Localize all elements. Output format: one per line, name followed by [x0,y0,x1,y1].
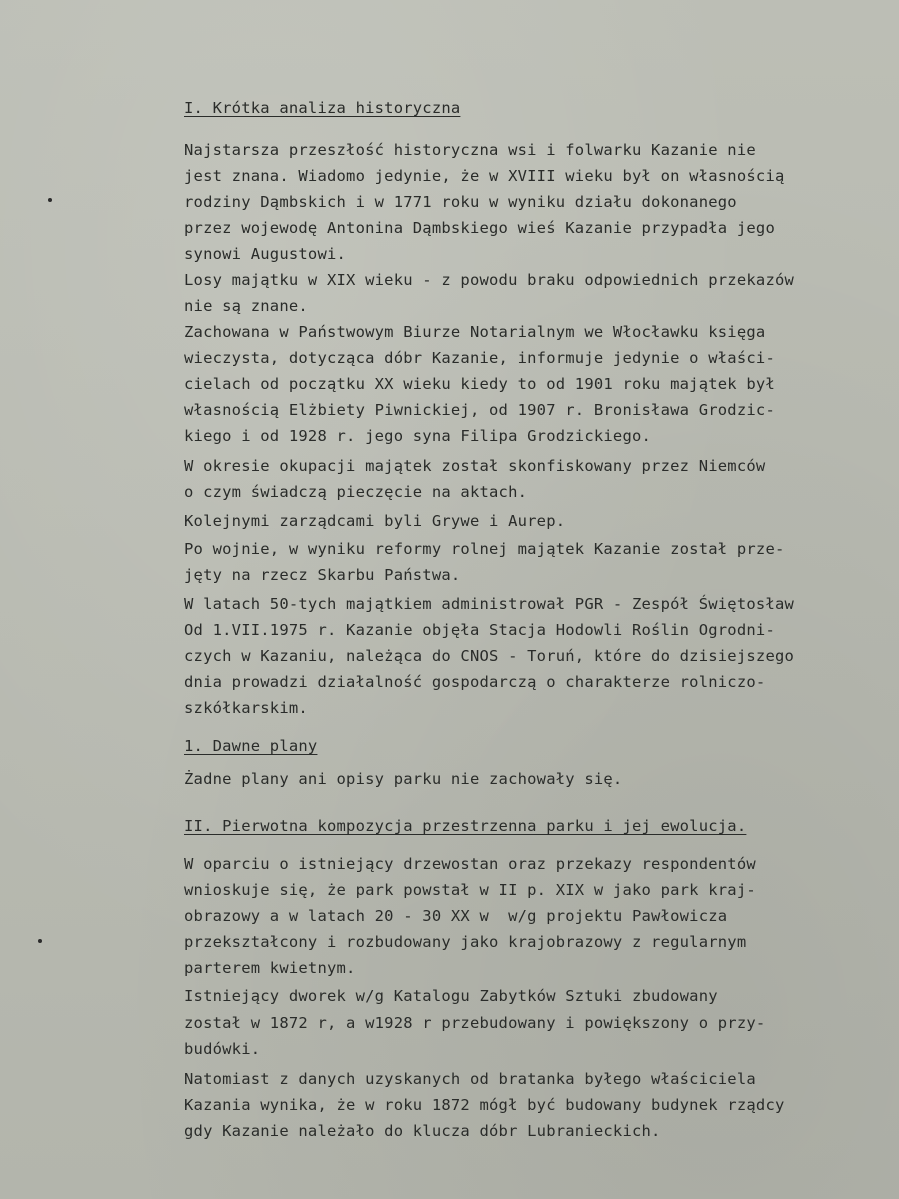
history-line-16: Po wojnie, w wyniku reformy rolnej majątek Kazanie został prze- [184,540,785,558]
history-line-7: nie są znane. [184,297,308,315]
punch-hole-mark [38,939,42,943]
history-line-1: Najstarsza przeszłość historyczna wsi i folwarku Kazanie nie [184,141,756,159]
history-line-17: jęty na rzecz Skarbu Państwa. [184,566,461,584]
history-line-22: szkółkarskim. [184,699,308,717]
history-line-5: synowi Augustowi. [184,245,347,263]
history-line-18: W latach 50-tych majątkiem administrował PGR - Zespół Świętosław [184,595,795,613]
history-line-14: o czym świadczą pieczęcie na aktach. [184,483,528,501]
subheading-old-plans: 1. Dawne plany [184,737,318,755]
nephew-line-2: Kazania wynika, że w roku 1872 mógł być budowany budynek rządcy [184,1096,785,1114]
old-plans-text: Żadne plany ani opisy parku nie zachowały się. [184,770,623,788]
history-line-19: Od 1.VII.1975 r. Kazanie objęła Stacja Hodowli Roślin Ogrodni- [184,621,775,639]
history-line-4: przez wojewodę Antonina Dąmbskiego wieś Kazanie przypadła jego [184,219,775,237]
composition-line-2: wnioskuje się, że park powstał w II p. XIX w jako park kraj- [184,881,756,899]
punch-hole-mark [48,198,52,202]
composition-line-8: budówki. [184,1040,261,1058]
history-line-12: kiego i od 1928 r. jego syna Filipa Grodzickiego. [184,427,652,445]
history-line-15: Kolejnymi zarządcami byli Grywe i Aurep. [184,512,566,530]
composition-line-7: został w 1872 r, a w1928 r przebudowany i powiększony o przy- [184,1014,766,1032]
composition-line-3: obrazowy a w latach 20 - 30 XX w w/g projektu Pawłowicza [184,907,728,925]
heading-original-composition: II. Pierwotna kompozycja przestrzenna parku i jej ewolucja. [184,817,747,835]
composition-line-5: parterem kwietnym. [184,959,356,977]
history-line-21: dnia prowadzi działalność gospodarczą o charakterze rolniczo- [184,673,766,691]
history-line-3: rodziny Dąmbskich i w 1771 roku w wyniku działu dokonanego [184,193,737,211]
nephew-line-1: Natomiast z danych uzyskanych od bratanka byłego właściciela [184,1070,756,1088]
history-line-10: cielach od początku XX wieku kiedy to od 1901 roku majątek był [184,375,775,393]
nephew-line-3: gdy Kazanie należało do klucza dóbr Lubranieckich. [184,1122,661,1140]
history-line-20: czych w Kazaniu, należąca do CNOS - Toruń, które do dzisiejszego [184,647,795,665]
history-line-11: własnością Elżbiety Piwnickiej, od 1907 r. Bronisława Grodzic- [184,401,775,419]
history-line-2: jest znana. Wiadomo jedynie, że w XVIII wieku był on własnością [184,167,785,185]
history-line-6: Losy majątku w XIX wieku - z powodu braku odpowiednich przekazów [184,271,795,289]
history-line-13: W okresie okupacji majątek został skonfiskowany przez Niemców [184,457,766,475]
composition-line-1: W oparciu o istniejący drzewostan oraz przekazy respondentów [184,855,756,873]
history-line-9: wieczysta, dotycząca dóbr Kazanie, informuje jedynie o właści- [184,349,775,367]
composition-line-6: Istniejący dworek w/g Katalogu Zabytków Sztuki zbudowany [184,987,718,1005]
history-line-8: Zachowana w Państwowym Biurze Notarialnym we Włocławku księga [184,323,766,341]
composition-line-4: przekształcony i rozbudowany jako krajobrazowy z regularnym [184,933,747,951]
heading-historical-analysis: I. Krótka analiza historyczna [184,99,461,117]
